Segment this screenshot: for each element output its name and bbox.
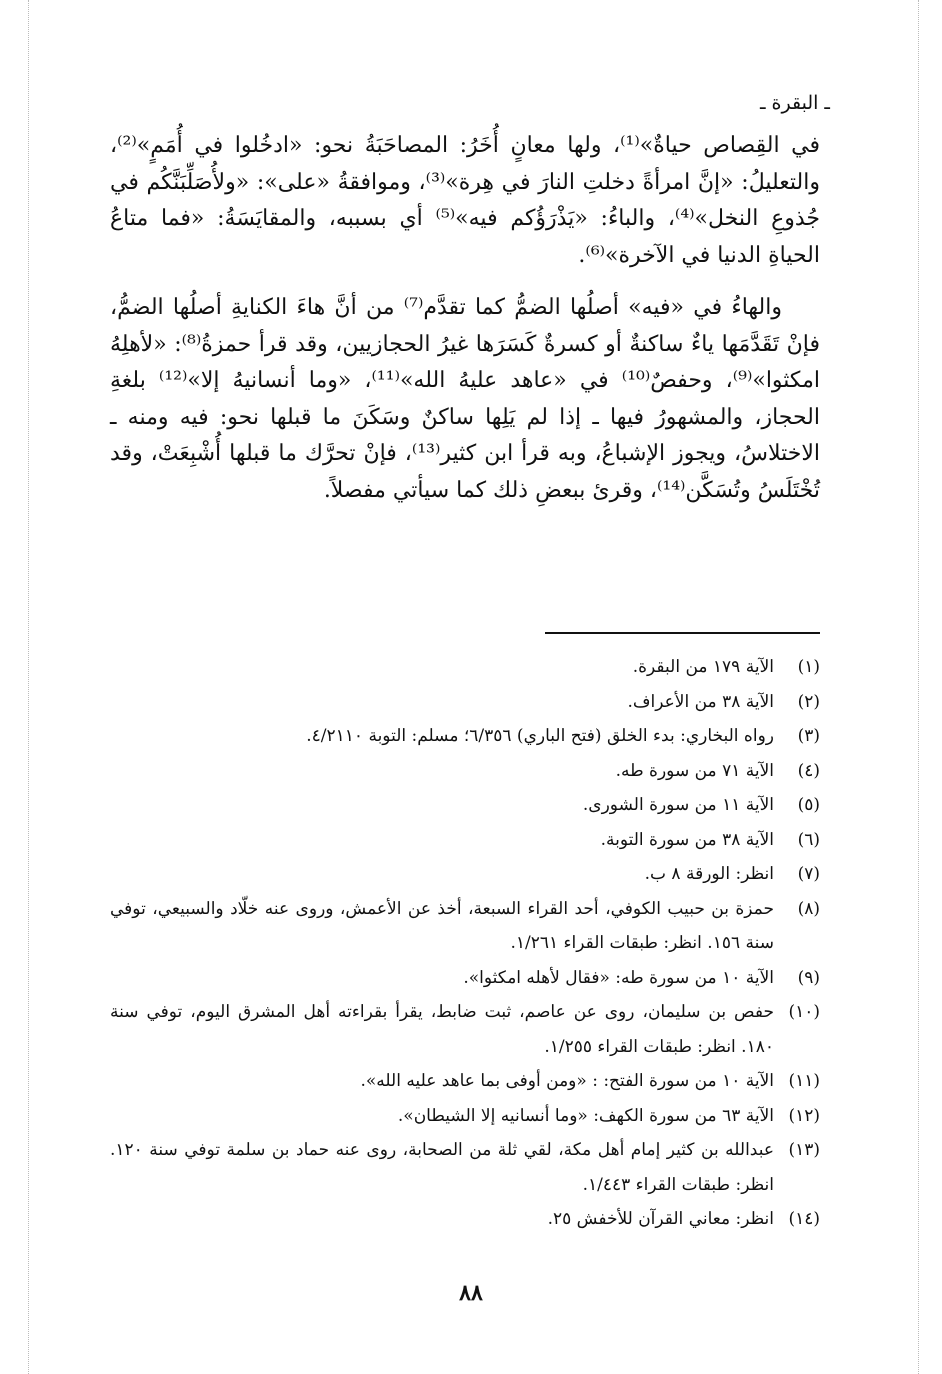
footnote-item: (١٠) حفص بن سليمان، روى عن عاصم، ثبت ضابط، يقرأ بقراءته أهل المشرق اليوم، توفي سنة ١٨٠. انظر: طبقات القراء ١/٢٥٥. [110, 1002, 820, 1057]
footnote-item: (١٣) عبدالله بن كثير إمام أهل مكة، لقي ثلة من الصحابة، روى عنه حماد بن سلمة توفي سنة ١٢٠. انظر: طبقات القراء ١/٤٤٣. [110, 1140, 820, 1195]
footnote-item: (١٢) الآية ٦٣ من سورة الكهف: «وما أنسانيه إلا الشيطان». [397, 1105, 820, 1126]
footnote-item: (٤) الآية ٧١ من سورة طه. [615, 760, 820, 781]
scan-edge-right [918, 0, 919, 1374]
footnote-item: (٨) حمزة بن حبيب الكوفي، أحد القراء السبعة، أخذ عن الأعمش، وروى عنه خلّاد والسبيعي، توفي سنة ١٥٦. انظر: طبقات القراء ١/٢٦١. [110, 898, 820, 953]
footnote-item: (٢) الآية ٣٨ من الأعراف. [627, 691, 820, 712]
paragraph-1: في القِصاص حياةٌ»⁽¹⁾، ولها معانٍ أُخَرُ: المصاحَبَةُ نحو: «ادخُلوا في أُمَمٍ»⁽²⁾، والتعليلُ: «إنَّ امرأةً دخلتِ النارَ في هِرة»⁽³⁾، وموافقةُ «على»: «ولأُصَلِّبَنَّكُم في جُذوعِ النخل»⁽⁴⁾، والباءُ: «يَذْرَؤُكم فيه»⁽⁵⁾ أي بسببه، والمقايَسَةُ: «فما متاعُ الحياةِ الدنيا في الآخرة»⁽⁶⁾. [110, 133, 821, 268]
footnote-item: (٩) الآية ١٠ من سورة طه: «فقال لأهله امكثوا». [463, 967, 820, 988]
main-text [110, 128, 820, 509]
footnote-item: (٥) الآية ١١ من سورة الشورى. [582, 795, 820, 815]
footnote-divider [545, 632, 820, 634]
page-number: ٨٨ [459, 1280, 483, 1306]
running-header: ـ البقرة ـ [759, 92, 830, 114]
footnote-item: (٦) الآية ٣٨ من سورة التوبة. [600, 829, 820, 850]
footnote-item: (٧) انظر: الورقة ٨ ب. [644, 864, 820, 884]
footnotes [110, 650, 820, 1237]
footnote-item: (٣) رواه البخاري: بدء الخلق (فتح الباري) ٦/٣٥٦؛ مسلم: التوبة ٤/٢١١٠. [306, 726, 820, 746]
footnote-item: (١٤) انظر: معاني القرآن للأخفش ٢٥. [547, 1209, 820, 1229]
paragraph-2: والهاءُ في «فيه» أصلُها الضمُّ كما تقدَّم⁽⁷⁾ من أنَّ هاءَ الكنايةِ أصلُها الضمُّ، فإنْ تَقَدَّمَها ياءٌ ساكنةٌ أو كسرةٌ كَسَرَها غيرُ الحجازيين، وقد قرأ حمزةُ⁽⁸⁾: «لأهلِهُ امكثوا»⁽⁹⁾، وحفصٌ⁽¹⁰⁾ في «عاهد عليهُ الله»⁽¹¹⁾، «وما أنسانيهُ إلا»⁽¹²⁾ بلغةِ الحجاز، والمشهورُ فيها ـ إذا لم يَلِها ساكنٌ وسَكَنَ ما قبلها نحو: فيه ومنه ـ الاختلاسُ، ويجوز الإشباعُ، وبه قرأ ابن كثير⁽¹³⁾، فإنْ تحرَّك ما قبلها أُشْبِعَتْ، وقد تُخْتَلَسُ وتُسَكَّن⁽¹⁴⁾، وقرئ ببعضِ ذلك كما سيأتي مفصلاً. [110, 295, 820, 503]
scan-edge-left [28, 0, 29, 1374]
footnote-item: (١١) الآية ١٠ من سورة الفتح: : «ومن أوفى بما عاهد عليه الله». [360, 1071, 820, 1091]
footnote-item: (١) الآية ١٧٩ من البقرة. [632, 657, 820, 677]
